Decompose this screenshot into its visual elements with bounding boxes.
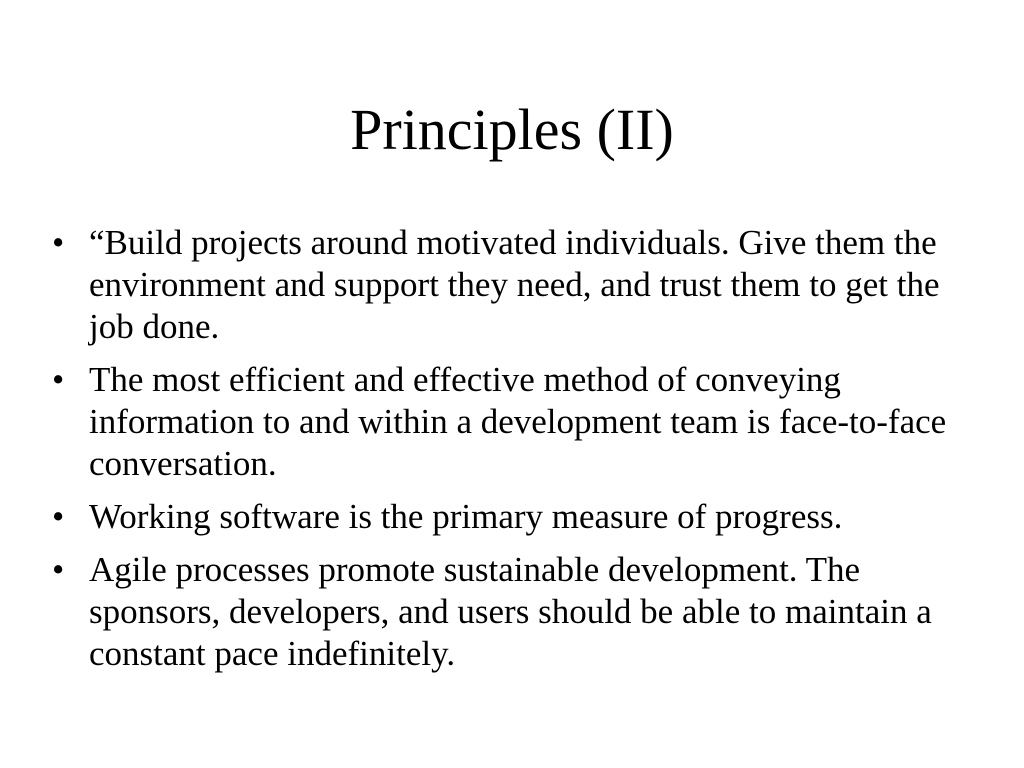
bullet-item	[52, 549, 982, 675]
bullet-icon: •	[52, 550, 65, 589]
bullet-text: “Build projects around motivated individuals. Give them the environment and support they need, and trust them to get the job done.	[89, 223, 940, 346]
bullet-list	[52, 222, 982, 686]
bullet-text: Agile processes promote sustainable development. The sponsors, developers, and users should be able to maintain a constant pace indefinitely.	[89, 550, 932, 673]
slide-title: Principles (II)	[350, 97, 674, 162]
bullet-icon: •	[52, 497, 65, 536]
bullet-text: Working software is the primary measure of progress.	[89, 497, 843, 536]
bullet-item	[52, 359, 982, 485]
bullet-item	[52, 222, 982, 348]
bullet-text: The most efficient and effective method of conveying information to and within a development team is face-to-face conversation.	[89, 360, 947, 483]
bullet-item	[52, 496, 982, 538]
bullet-icon: •	[52, 360, 65, 399]
bullet-icon: •	[52, 223, 65, 262]
